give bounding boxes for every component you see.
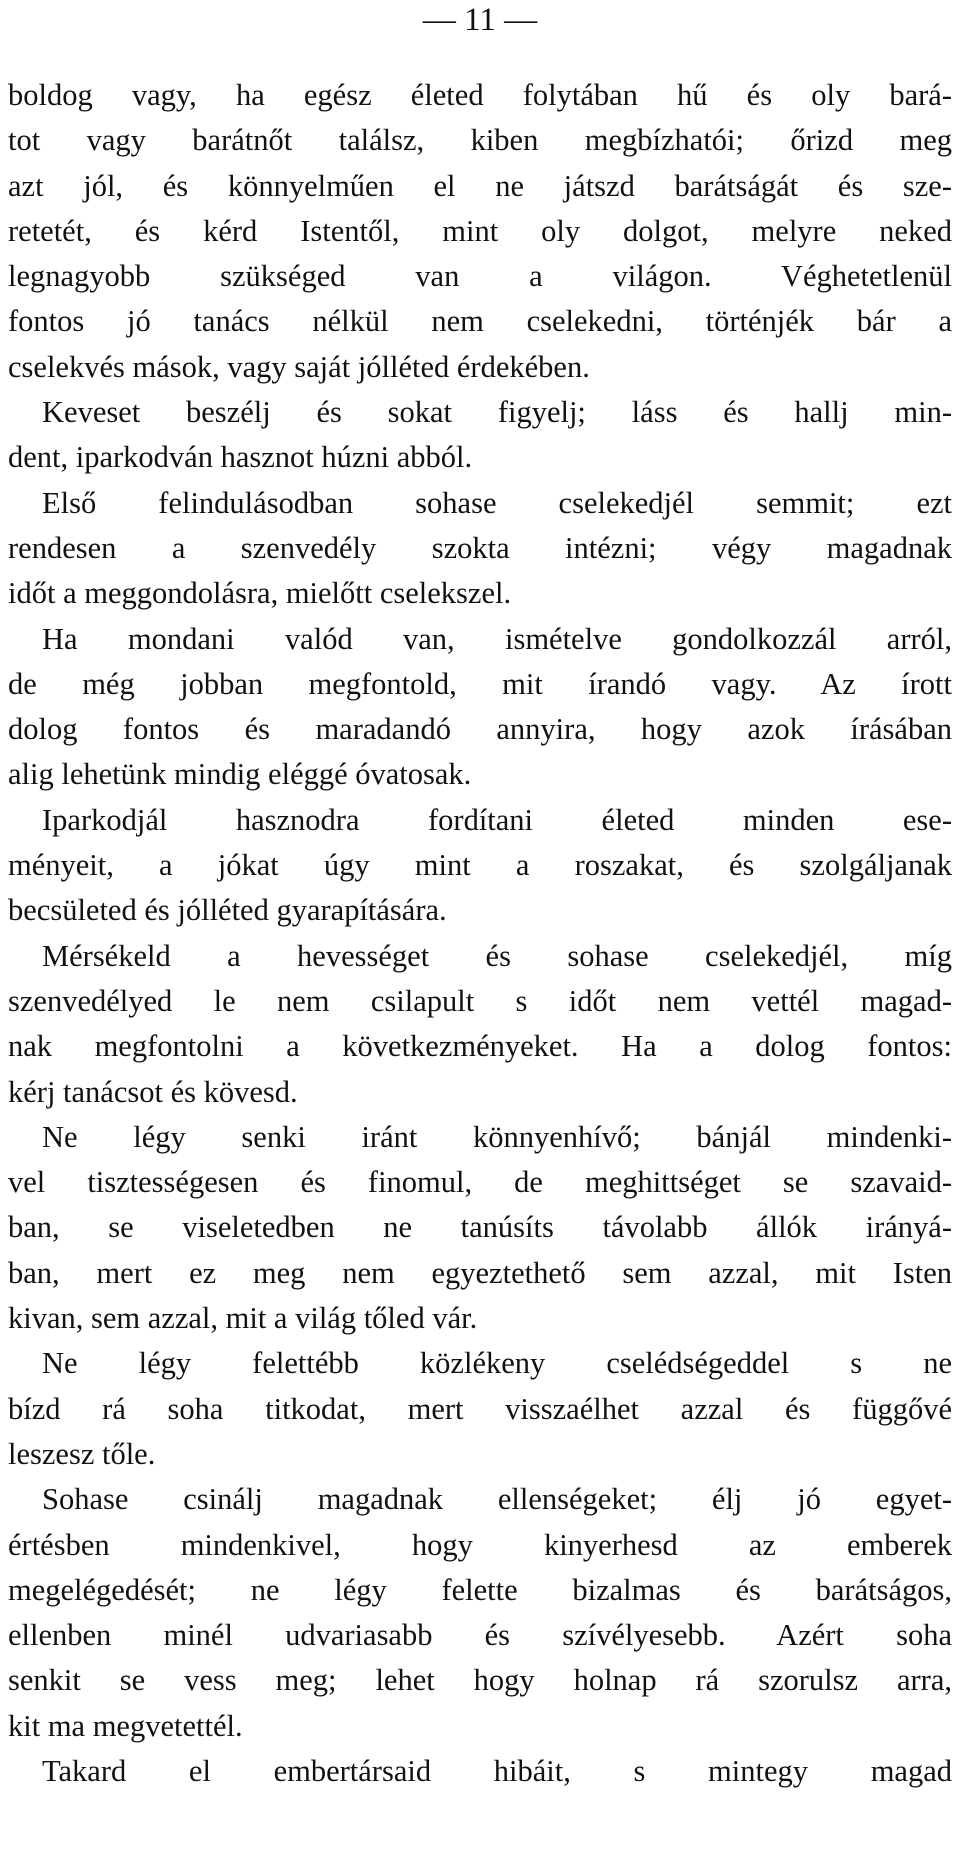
text-line: kivan, sem azzal, mit a világ tőled vár. — [8, 1301, 478, 1336]
text-line: Első felindulásodban sohase cselekedjél semmit; ezt — [42, 485, 952, 520]
text-line: azt jól, és könnyelműen el ne játszd barátságát és sze- — [8, 168, 952, 203]
text-line: Ne légy senki iránt könnyenhívő; bánjál mindenki- — [42, 1119, 952, 1154]
paragraph — [8, 934, 952, 1115]
text-line: rendesen a szenvedély szokta intézni; végy magadnak — [8, 530, 952, 565]
text-line: cselekvés mások, vagy saját jólléted érdekében. — [8, 349, 590, 384]
text-line: retetét, és kérd Istentől, mint oly dolgot, melyre neked — [8, 213, 952, 248]
text-line: de még jobban megfontold, mit írandó vagy. Az írott — [8, 666, 952, 701]
paragraph — [8, 481, 952, 617]
text-line: nak megfontolni a következményeket. Ha a dolog fontos: — [8, 1029, 952, 1064]
paragraph — [8, 1115, 952, 1341]
text-line: vel tisztességesen és finomul, de meghittséget se szavaid- — [8, 1165, 952, 1200]
text-line: legnagyobb szükséged van a világon. Véghetetlenül — [8, 259, 952, 294]
text-line: leszesz tőle. — [8, 1436, 156, 1471]
paragraph — [8, 1477, 952, 1749]
text-line: időt a meggondolásra, mielőtt cselekszel. — [8, 576, 512, 611]
paragraph — [8, 1341, 952, 1477]
text-line: Takard el embertársaid hibáit, s mintegy magad — [42, 1753, 952, 1788]
text-line: ellenben minél udvariasabb és szívélyesebb. Azért soha — [8, 1618, 952, 1653]
text-line: kit ma megvetettél. — [8, 1708, 243, 1743]
text-line: tot vagy barátnőt találsz, kiben megbízhatói; őrizd meg — [8, 123, 952, 158]
text-line: Sohase csinálj magadnak ellenségeket; élj jó egyet- — [42, 1482, 952, 1517]
page-number: — 11 — — [422, 2, 538, 38]
text-line: Keveset beszélj és sokat figyelj; láss és hallj min- — [42, 395, 952, 430]
text-line: becsületed és jólléted gyarapítására. — [8, 893, 447, 928]
page-body — [8, 73, 952, 1794]
text-line: megelégedését; ne légy felette bizalmas és barátságos, — [8, 1572, 952, 1607]
text-line: Ne légy felettébb közlékeny cselédségeddel s ne — [42, 1346, 952, 1381]
paragraph — [8, 1749, 952, 1794]
text-line: fontos jó tanács nélkül nem cselekedni, történjék bár a — [8, 304, 952, 339]
paragraph — [8, 73, 952, 390]
paragraph — [8, 798, 952, 934]
paragraph — [8, 617, 952, 798]
text-line: boldog vagy, ha egész életed folytában hű és oly bará- — [8, 78, 952, 112]
text-line: alig lehetünk mindig eléggé óvatosak. — [8, 757, 472, 792]
text-line: Ha mondani valód van, ismételve gondolkozzál arról, — [42, 621, 952, 656]
text-line: bízd rá soha titkodat, mert visszaélhet azzal és függővé — [8, 1391, 952, 1426]
text-line: ban, mert ez meg nem egyeztethető sem azzal, mit Isten — [8, 1255, 952, 1290]
text-line: értésben mindenkivel, hogy kinyerhesd az emberek — [8, 1527, 952, 1562]
text-line: ban, se viseletedben ne tanúsíts távolabb állók irányá- — [8, 1210, 952, 1245]
text-line: dent, iparkodván hasznot húzni abból. — [8, 440, 473, 475]
text-line: ményeit, a jókat úgy mint a roszakat, és szolgáljanak — [8, 848, 952, 883]
text-line: Iparkodjál hasznodra fordítani életed minden ese- — [42, 802, 952, 837]
text-line: Mérsékeld a hevességet és sohase cselekedjél, míg — [42, 938, 952, 973]
text-line: senkit se vess meg; lehet hogy holnap rá szorulsz arra, — [8, 1663, 952, 1698]
text-line: kérj tanácsot és kövesd. — [8, 1074, 298, 1109]
text-line: szenvedélyed le nem csilapult s időt nem vettél magad- — [8, 983, 952, 1018]
paragraph — [8, 390, 952, 481]
text-line: dolog fontos és maradandó annyira, hogy azok írásában — [8, 712, 952, 747]
